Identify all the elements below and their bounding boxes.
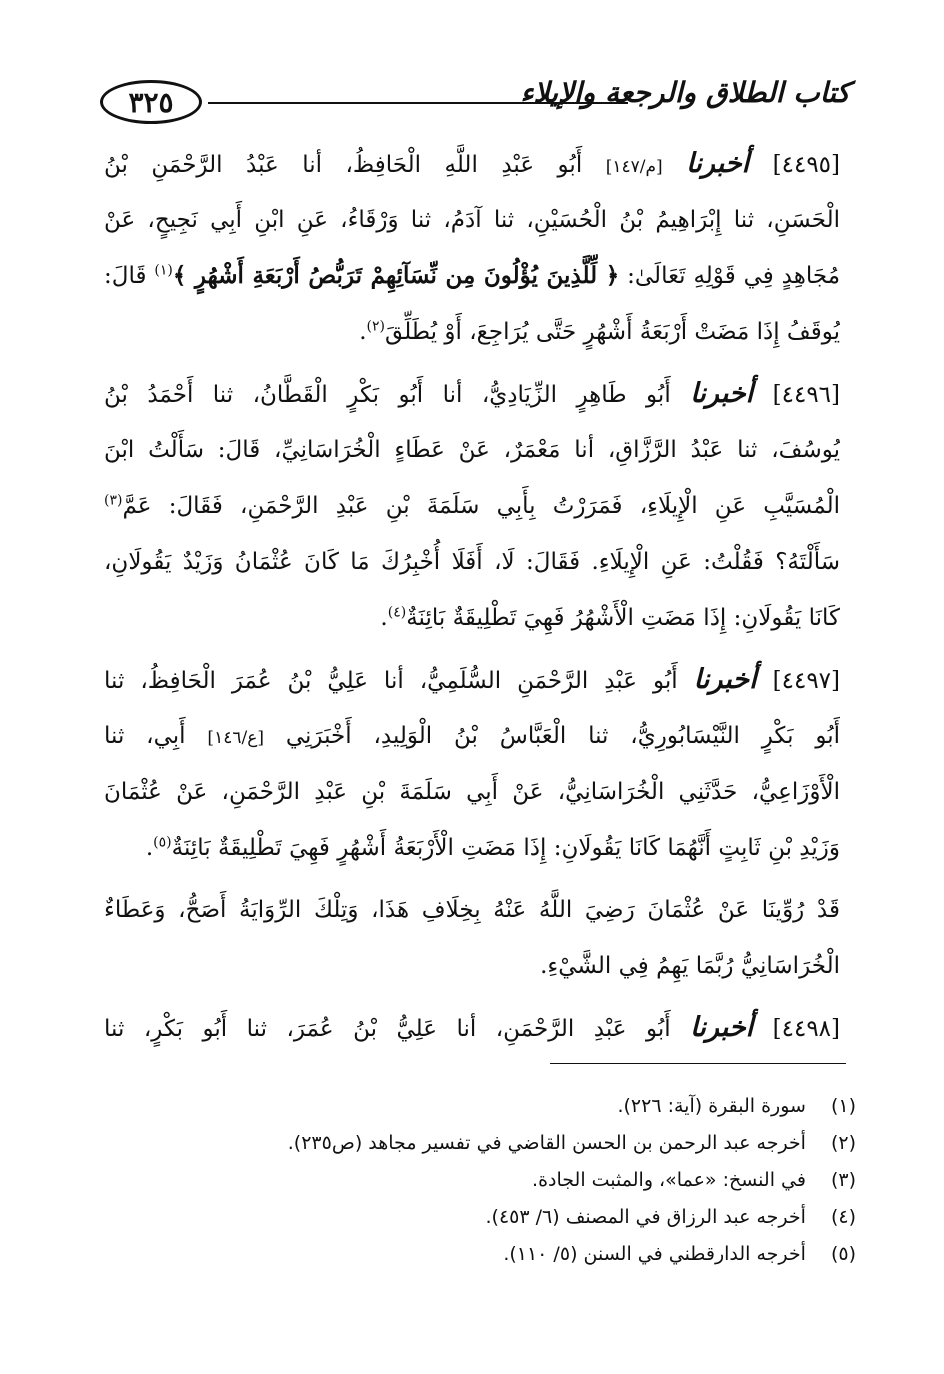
- line-text: يُوسُفَ، ثنا عَبْدُ الرَّزَّاقِ، أنا مَعْمَرٌ، عَنْ عَطَاءٍ الْخُرَاسَانِيِّ، قَالَ: سَأَلْتُ ابْنَ: [104, 437, 840, 463]
- line-text: أَبُو بَكْرٍ النَّيْسَابُورِيُّ، ثنا الْعَبَّاسُ بْنُ الْوَلِيدِ، أَخْبَرَنِي: [285, 723, 840, 749]
- line-text: كَانَا يَقُولَانِ: إِذَا مَضَتِ الْأَشْهُرُ فَهِيَ تَطْلِيقَةٌ بَائِنَةٌ: [406, 605, 840, 631]
- line-text: وَزَيْدِ بْنِ ثَابِتٍ أَنَّهُمَا كَانَا يَقُولَانِ: إِذَا مَضَتِ الْأَرْبَعَةُ أَشْهُرٍ فَهِيَ تَطْلِيقَةٌ بَائِنَةٌ: [171, 835, 840, 861]
- commentary: [104, 882, 840, 994]
- line-text: الْأَوْزَاعِيُّ، حَدَّثَنِي الْخُرَاسَانِيُّ، عَنْ أَبِي سَلَمَةَ بْنِ عَبْدِ الرَّحْمَنِ، عَنْ عُثْمَانَ: [104, 779, 840, 805]
- text-line: [104, 366, 840, 422]
- footnote-number: (١): [830, 1095, 856, 1117]
- text-line: [104, 192, 840, 248]
- main-text: [104, 136, 840, 1056]
- footnote-text: أخرجه الدارقطني في السنن (٥/ ١١٠).: [503, 1243, 806, 1265]
- line-text: الْحَسَنِ، ثنا إِبْرَاهِيمُ بْنُ الْحُسَيْنِ، ثنا آدَمُ، ثنا وَرْقَاءُ، عَنِ ابْنِ أَبِي نَجِيحٍ، عَنْ: [104, 207, 840, 233]
- footnote-marker: (٥): [153, 834, 172, 851]
- footnote-number: (٣): [830, 1169, 856, 1191]
- text-line: [104, 534, 840, 590]
- footnote: [104, 1199, 856, 1236]
- akhbarana-marker: أخبرنا: [686, 148, 750, 179]
- text-line: [104, 820, 840, 876]
- footnote-marker: (٤): [387, 604, 407, 621]
- hadith-4498: [104, 1000, 840, 1056]
- line-tail: قَالَ:: [104, 263, 147, 289]
- footnote: [104, 1236, 856, 1273]
- footnotes: [104, 1088, 856, 1273]
- quran-verse: ﴿ لِّلَّذِينَ يُؤْلُونَ مِن نِّسَآئِهِمْ تَرَبُّصُ أَرْبَعَةِ أَشْهُرٍ ﴾: [172, 262, 620, 289]
- hadith-number: [٤٤٩٦]: [772, 382, 840, 408]
- line-text: يُوقَفُ إِذَا مَضَتْ أَرْبَعَةُ أَشْهُرٍ حَتَّى يُرَاجِعَ، أَوْ يُطَلِّقَ: [385, 319, 840, 345]
- book-title: كتاب الطلاق والرجعة والإيلاء: [520, 76, 850, 109]
- hadith-4496: [104, 366, 840, 646]
- line-text: الْمُسَيَّبِ عَنِ الْإِيلَاءِ، فَمَرَرْتُ بِأَبِي سَلَمَةَ بْنِ عَبْدِ الرَّحْمَنِ، فَقَالَ: عَمَّ: [122, 493, 840, 519]
- footnote: [104, 1162, 856, 1199]
- akhbarana-marker: أخبرنا: [690, 1012, 754, 1043]
- text-line: [104, 422, 840, 478]
- footnote-number: (٤): [830, 1206, 856, 1228]
- page-number: ٣٢٥: [100, 80, 202, 124]
- text-line: [104, 652, 840, 708]
- text-line: [104, 248, 840, 304]
- footnote-text: في النسخ: «عما»، والمثبت الجادة.: [532, 1169, 806, 1191]
- akhbarana-marker: أخبرنا: [690, 378, 754, 409]
- manuscript-ref: [م/١٤٧]: [605, 157, 663, 177]
- line-text: الْخُرَاسَانِيُّ رُبَّمَا يَهِمُ فِي الشَّيْءِ.: [540, 953, 840, 979]
- line-tail: .: [380, 605, 388, 631]
- footnote: [104, 1125, 856, 1162]
- hadith-number: [٤٤٩٥]: [772, 152, 840, 178]
- footnote-marker: (٣): [104, 492, 123, 509]
- line-tail: .: [145, 835, 154, 861]
- line-tail: أَبِي، ثنا: [104, 723, 186, 749]
- footnote-text: أخرجه عبد الرحمن بن الحسن القاضي في تفسير مجاهد (ص٢٣٥).: [287, 1132, 806, 1154]
- text-line: [104, 304, 840, 360]
- line-text: أَبُو عَبْدِ الرَّحْمَنِ، أنا عَلِيُّ بْنُ عُمَرَ، ثنا أَبُو بَكْرٍ، ثنا: [104, 1016, 671, 1042]
- text-line: [104, 938, 840, 994]
- line-text: أَبُو عَبْدِ الرَّحْمَنِ السُّلَمِيُّ، أنا عَلِيُّ بْنُ عُمَرَ الْحَافِظُ، ثنا: [104, 668, 678, 694]
- hadith-number: [٤٤٩٨]: [772, 1016, 840, 1042]
- hadith-4497: [104, 652, 840, 876]
- hadith-4495: [104, 136, 840, 360]
- text-line: [104, 882, 840, 938]
- text-line: [104, 764, 840, 820]
- line-text: قَدْ رُوِّينَا عَنْ عُثْمَانَ رَضِيَ اللَّهُ عَنْهُ بِخِلَافِ هَذَا، وَتِلْكَ الرِّوَايَةُ أَصَحُّ، وَعَطَاءٌ: [104, 897, 840, 923]
- footnote-text: أخرجه عبد الرزاق في المصنف (٦/ ٤٥٣).: [485, 1206, 806, 1228]
- line-text: أَبُو عَبْدِ اللَّهِ الْحَافِظُ، أنا عَبْدُ الرَّحْمَنِ بْنُ: [104, 152, 583, 178]
- manuscript-ref: [ع/١٤٦]: [207, 728, 264, 748]
- page-header: [100, 72, 850, 130]
- footnote-marker: (٢): [366, 318, 386, 335]
- footnote-marker: (١): [154, 262, 173, 279]
- line-text: أَبُو طَاهِرٍ الزِّيَادِيُّ، أنا أَبُو بَكْرٍ الْقَطَّانُ، ثنا أَحْمَدُ بْنُ: [104, 382, 671, 408]
- line-tail: .: [359, 319, 367, 345]
- footnote-number: (٢): [830, 1132, 856, 1154]
- text-line: [104, 1000, 840, 1056]
- footnote-number: (٥): [830, 1243, 856, 1265]
- akhbarana-marker: أخبرنا: [693, 664, 757, 695]
- line-text: سَأَلْتَهُ؟ فَقُلْتُ: عَنِ الْإِيلَاءِ. فَقَالَ: لَا، أَفَلَا أُخْبِرُكَ مَا كَانَ عُثْمَانُ وَزَيْدٌ يَقُولَانِ،: [104, 549, 840, 575]
- line-text: مُجَاهِدٍ فِي قَوْلِهِ تَعَالَىٰ:: [627, 263, 840, 289]
- hadith-number: [٤٤٩٧]: [772, 668, 840, 694]
- text-line: [104, 136, 840, 192]
- text-line: [104, 590, 840, 646]
- text-line: [104, 708, 840, 764]
- text-line: [104, 478, 840, 534]
- footnote-text: سورة البقرة (آية: ٢٢٦).: [617, 1095, 806, 1117]
- footnote-separator: [550, 1063, 846, 1064]
- footnote: [104, 1088, 856, 1125]
